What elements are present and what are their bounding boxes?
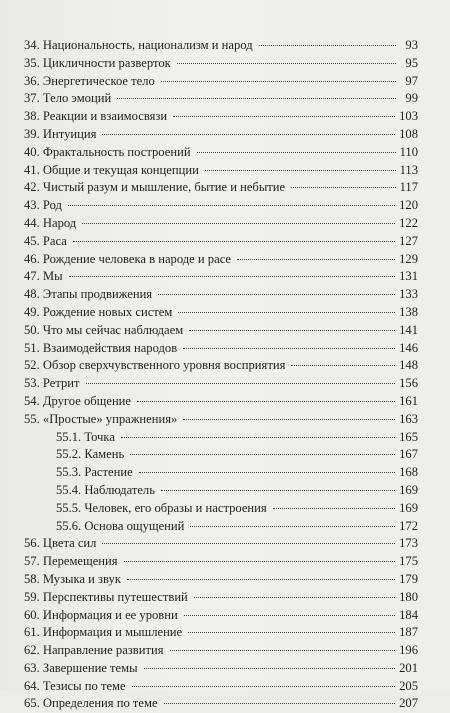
toc-entry-page: 168	[399, 465, 418, 480]
dot-leader	[102, 134, 395, 135]
dot-leader	[130, 454, 395, 455]
toc-entry-page: 172	[399, 518, 418, 533]
toc-entry-title: 49. Рождение новых систем	[24, 304, 173, 319]
toc-entry	[24, 108, 418, 126]
toc-entry-page: 122	[399, 215, 418, 230]
toc-entry-title: 55.1. Точка	[56, 429, 115, 444]
toc-entry	[24, 695, 418, 713]
toc-entry-title: 48. Этапы продвижения	[24, 287, 153, 302]
toc-entry-title: 38. Реакции и взаимосвязи	[24, 109, 168, 124]
toc-entry	[24, 179, 418, 197]
toc-entry	[24, 215, 418, 233]
toc-entry	[24, 162, 418, 180]
dot-leader	[161, 490, 395, 491]
dot-leader	[291, 365, 395, 366]
toc-entry-page: 179	[399, 571, 418, 586]
toc-entry-title: 55.5. Человек, его образы и настроения	[56, 500, 267, 515]
toc-entry-page: 103	[399, 109, 418, 124]
dot-leader	[68, 205, 395, 206]
toc-entry-page: 113	[399, 162, 418, 177]
toc-entry	[24, 500, 418, 518]
dot-leader	[82, 223, 395, 224]
dot-leader	[124, 561, 396, 562]
toc-entry	[24, 642, 418, 660]
toc-entry-title: 36. Энергетическое тело	[24, 73, 155, 88]
toc-entry-title: 60. Информация и ее уровни	[24, 607, 178, 622]
toc-entry	[24, 251, 418, 269]
toc-entry	[24, 571, 418, 589]
toc-entry-title: 57. Перемещения	[24, 554, 118, 569]
toc-entry-title: 50. Что мы сейчас наблюдаем	[24, 322, 184, 337]
toc-entry-page: 138	[399, 304, 418, 319]
toc-entry	[24, 55, 418, 73]
dot-leader	[205, 170, 396, 171]
toc-entry-page: 196	[399, 643, 418, 658]
toc-entry-title: 55.6. Основа ощущений	[56, 518, 185, 533]
toc-entry-page: 169	[399, 482, 418, 497]
toc-entry-page: 127	[399, 233, 418, 248]
toc-entry-title: 42. Чистый разум и мышление, бытие и небытие	[24, 180, 286, 195]
toc-entry-title: 51. Взаимодействия народов	[24, 340, 178, 355]
toc-entry	[24, 464, 418, 482]
toc-entry-page: 169	[399, 500, 418, 515]
toc-entry-title: 34. Национальность, национализм и народ	[24, 38, 253, 52]
dot-leader	[177, 63, 396, 64]
dot-leader	[164, 703, 396, 704]
dot-leader	[189, 330, 395, 331]
toc-entry	[24, 286, 418, 304]
toc-entry-title: 61. Информация и мышление	[24, 625, 183, 640]
toc-entry-page: 131	[399, 269, 418, 284]
dot-leader	[161, 81, 396, 82]
toc-entry-page: 117	[399, 180, 418, 195]
toc-entry	[24, 553, 418, 571]
dot-leader	[183, 419, 395, 420]
toc-entry	[24, 660, 418, 678]
toc-entry	[24, 393, 418, 411]
toc-entry-title: 44. Народ	[24, 215, 77, 230]
dot-leader	[259, 45, 396, 46]
toc-entry	[24, 446, 418, 464]
toc-entry-title: 43. Род	[24, 198, 62, 213]
toc-entry-title: 62. Направление развития	[24, 643, 164, 658]
toc-entry	[24, 589, 418, 607]
toc-entry	[24, 197, 418, 215]
toc-entry	[24, 624, 418, 642]
toc-entry-title: 59. Перспективы путешествий	[24, 589, 188, 604]
toc-entry	[24, 535, 418, 553]
dot-leader	[291, 187, 395, 188]
toc-entry-page: 120	[399, 198, 418, 213]
toc-entry-title: 37. Тело эмоций	[24, 91, 112, 106]
toc-entry-title: 46. Рождение человека в народе и расе	[24, 251, 232, 266]
dot-leader	[190, 526, 395, 527]
toc-entry-title: 55.2. Камень	[56, 447, 125, 462]
toc-entry-title: 58. Музыка и звук	[24, 571, 121, 586]
dot-leader	[273, 508, 395, 509]
toc-entry	[24, 607, 418, 625]
toc-entry-page: 146	[399, 340, 418, 355]
toc-entry	[24, 482, 418, 500]
dot-leader	[173, 116, 395, 117]
toc-entry-page: 207	[399, 696, 418, 711]
toc-entry	[24, 268, 418, 286]
toc-entry-page: 99	[405, 91, 418, 106]
toc-entry-page: 163	[399, 411, 418, 426]
toc-entry-title: 53. Ретрит	[24, 376, 80, 391]
toc-entry-title: 47. Мы	[24, 269, 63, 284]
toc-entry-page: 205	[399, 678, 418, 693]
toc-entry-page: 165	[399, 429, 418, 444]
dot-leader	[170, 650, 396, 651]
toc-entry-page: 129	[399, 251, 418, 266]
toc-entry-page: 184	[399, 607, 418, 622]
toc-entry	[24, 411, 418, 429]
toc-entry	[24, 518, 418, 536]
toc-entry	[24, 375, 418, 393]
dot-leader	[86, 383, 396, 384]
toc-entry-title: 45. Раса	[24, 233, 67, 248]
toc-entry-title: 41. Общие и текущая концепции	[24, 162, 199, 177]
toc-entry	[24, 357, 418, 375]
toc-entry-page: 187	[399, 625, 418, 640]
toc-entry-page: 173	[399, 536, 418, 551]
toc-entry-title: 40. Фрактальность построений	[24, 144, 191, 159]
dot-leader	[121, 437, 395, 438]
toc-entry	[24, 304, 418, 322]
toc-entry-title: 52. Обзор сверхчувственного уровня восприятия	[24, 358, 286, 373]
dot-leader	[139, 472, 395, 473]
toc-entry-page: 175	[399, 554, 418, 569]
toc-entry	[24, 90, 418, 108]
dot-leader	[197, 152, 396, 153]
toc-entry-title: 55.4. Наблюдатель	[56, 482, 155, 497]
dot-leader	[102, 543, 395, 544]
toc-entry-page: 110	[399, 144, 418, 159]
toc-entry-title: 63. Завершение темы	[24, 660, 138, 675]
toc-entry-page: 180	[399, 589, 418, 604]
dot-leader	[73, 241, 395, 242]
dot-leader	[188, 632, 395, 633]
dot-leader	[158, 294, 395, 295]
toc-entry-title: 64. Тезисы по теме	[24, 678, 126, 693]
toc-entry-title: 35. Цикличности разверток	[24, 55, 171, 70]
toc-entry	[24, 37, 418, 55]
toc-entry-title: 65. Определения по теме	[24, 696, 158, 711]
dot-leader	[117, 98, 396, 99]
toc-entry-page: 93	[405, 38, 418, 52]
toc-entry	[24, 678, 418, 696]
toc-entry-title: 39. Интуиция	[24, 126, 97, 141]
dot-leader	[183, 348, 395, 349]
toc-entry	[24, 322, 418, 340]
dot-leader	[69, 276, 396, 277]
toc-entry	[24, 126, 418, 144]
toc-entry-page: 167	[399, 447, 418, 462]
toc-entry	[24, 73, 418, 91]
toc-entry-title: 54. Другое общение	[24, 393, 132, 408]
dot-leader	[144, 668, 396, 669]
toc-entry-title: 55.3. Растение	[56, 465, 133, 480]
dot-leader	[194, 597, 395, 598]
toc-entry-title: 56. Цвета сил	[24, 536, 97, 551]
toc-entry	[24, 233, 418, 251]
toc-entry-page: 161	[399, 393, 418, 408]
dot-leader	[184, 615, 395, 616]
toc-entry-page: 95	[405, 55, 418, 70]
dot-leader	[127, 579, 395, 580]
toc-entry	[24, 429, 418, 447]
dot-leader	[178, 312, 395, 313]
toc-entry-page: 201	[399, 660, 418, 675]
dot-leader	[132, 686, 396, 687]
dot-leader	[137, 401, 395, 402]
toc-entry-page: 141	[399, 322, 418, 337]
toc-entry-page: 148	[399, 358, 418, 373]
toc-entry-page: 108	[399, 126, 418, 141]
toc-entry-page: 156	[399, 376, 418, 391]
table-of-contents	[24, 37, 418, 713]
toc-entry-page: 133	[399, 287, 418, 302]
dot-leader	[237, 259, 395, 260]
toc-entry-page: 97	[405, 73, 418, 88]
toc-entry	[24, 144, 418, 162]
toc-entry-title: 55. «Простые» упражнения»	[24, 411, 178, 426]
toc-entry	[24, 340, 418, 358]
